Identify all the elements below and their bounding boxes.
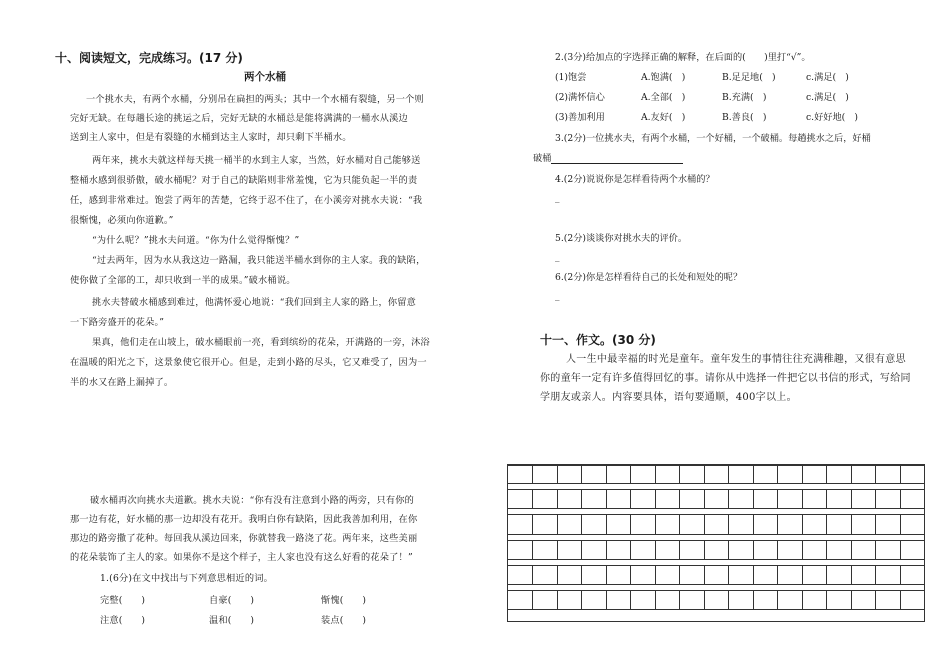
q3-label: 破桶 bbox=[533, 153, 552, 164]
passage-line: 果真，他们走在山坡上，破水桶眼前一亮，看到缤纷的花朵，开满路的一旁，沐浴 bbox=[92, 337, 430, 348]
q2-term: (1)饱尝 bbox=[555, 72, 587, 83]
passage-title: 两个水桶 bbox=[244, 71, 286, 83]
q1-item: 自豪( ) bbox=[209, 595, 255, 606]
passage-line: 使你做了全部的工，却只收到一半的成果。”破水桶说。 bbox=[70, 275, 296, 286]
question-6: 6.(2分)你是怎样看待自己的长处和短处的呢？ bbox=[555, 272, 743, 283]
passage-line: “为什么呢？”挑水夫问道。“你为什么觉得惭愧？” bbox=[92, 235, 300, 246]
passage-line: 两年来，挑水夫就这样每天挑一桶半的水到主人家，当然，好水桶对自己能够送 bbox=[92, 155, 421, 166]
question-5: 5.(2分)谈谈你对挑水夫的评价。 bbox=[555, 233, 688, 244]
grid-lines bbox=[508, 465, 926, 623]
question-3-continued bbox=[533, 150, 683, 164]
passage-line: 破水桶再次向挑水夫道歉。挑水夫说：“你有没有注意到小路的两旁，只有你的 bbox=[90, 495, 415, 506]
passage-line: 整桶水感到很骄傲，破水桶呢？对于自己的缺陷则非常羞愧，它为只能负起一半的责 bbox=[70, 175, 418, 186]
q4-answer-blank[interactable]: _ bbox=[555, 193, 560, 203]
reading-section-title: 十、阅读短文，完成练习。(17 分) bbox=[55, 51, 243, 65]
composition-line: 学朋友或亲人。内容要具体，语句要通顺，400字以上。 bbox=[540, 392, 797, 403]
composition-writing-grid[interactable] bbox=[507, 464, 925, 622]
passage-line: 那一边有花，好水桶的那一边却没有花开。我明白你有缺陷，因此我善加利用，在你 bbox=[70, 514, 418, 525]
q1-item: 装点( ) bbox=[321, 615, 367, 626]
passage-line: 任，感到非常难过。饱尝了两年的苦楚，它终于忍不住了，在小溪旁对挑水夫说：“我 bbox=[70, 195, 423, 206]
q6-answer-blank[interactable]: _ bbox=[555, 291, 560, 301]
passage-line: 的花朵装饰了主人的家。如果你不是这个样子，主人家也没有这么好看的花朵了！” bbox=[70, 552, 413, 563]
question-3: 3.(2分)一位挑水夫，有两个水桶，一个好桶，一个破桶。每趟挑水之后，好桶 bbox=[555, 133, 871, 144]
q2-option[interactable]: A.全部( ) bbox=[641, 92, 686, 103]
passage-line: 一下路旁盛开的花朵。” bbox=[70, 317, 165, 328]
q2-option[interactable]: B.善良( ) bbox=[722, 112, 767, 123]
composition-line: 你的童年一定有许多值得回忆的事。请你从中选择一件把它以书信的形式，写给同 bbox=[540, 373, 911, 384]
composition-line: 人一生中最幸福的时光是童年。童年发生的事情往往充满稚趣，又很有意思 bbox=[566, 354, 906, 365]
question-2: 2.(3分)给加点的字选择正确的解释，在后面的( )里打“√”。 bbox=[555, 52, 811, 63]
passage-line: “过去两年，因为水从我这边一路漏，我只能送半桶水到你的主人家。我的缺陷， bbox=[92, 255, 426, 266]
q2-term: (3)善加利用 bbox=[555, 112, 605, 123]
q2-option[interactable]: B.充满( ) bbox=[722, 92, 767, 103]
passage-line: 送到主人家中，但是有裂缝的水桶到达主人家时，却只剩下半桶水。 bbox=[70, 132, 352, 143]
passage-line: 半的水又在路上漏掉了。 bbox=[70, 377, 174, 388]
passage-line: 在温暖的阳光之下，这景象使它很开心。但是，走到小路的尽头，它又难受了，因为一 bbox=[70, 357, 427, 368]
q2-option[interactable]: B.足足地( ) bbox=[722, 72, 776, 83]
q1-item: 温和( ) bbox=[209, 615, 255, 626]
q2-option[interactable]: c.满足( ) bbox=[806, 92, 849, 103]
q1-item: 注意( ) bbox=[100, 615, 146, 626]
q1-item: 完整( ) bbox=[100, 595, 146, 606]
q2-option[interactable]: c.满足( ) bbox=[806, 72, 849, 83]
q2-option[interactable]: c.好好地( ) bbox=[806, 112, 858, 123]
passage-line: 一个挑水夫，有两个水桶，分别吊在扁担的两头；其中一个水桶有裂缝，另一个则 bbox=[86, 94, 424, 105]
passage-line: 完好无缺。在每趟长途的挑运之后，完好无缺的水桶总是能将满满的一桶水从溪边 bbox=[70, 113, 408, 124]
passage-line: 很惭愧，必须向你道歉。” bbox=[70, 215, 174, 226]
q3-answer-blank[interactable] bbox=[551, 154, 683, 164]
question-4: 4.(2分)说说你是怎样看待两个水桶的？ bbox=[555, 174, 715, 185]
question-1: 1.(6分)在文中找出与下列意思相近的词。 bbox=[100, 573, 273, 584]
composition-section-title: 十一、作文。(30 分) bbox=[540, 333, 656, 347]
q5-answer-blank[interactable]: _ bbox=[555, 252, 560, 262]
passage-line: 那边的路旁撒了花种。每回我从溪边回来，你就替我一路浇了花。两年来，这些美丽 bbox=[70, 533, 418, 544]
passage-line: 挑水夫替破水桶感到难过，他满怀爱心地说：“我们回到主人家的路上，你留意 bbox=[92, 297, 417, 308]
q1-item: 惭愧( ) bbox=[321, 595, 367, 606]
q2-option[interactable]: A.饱满( ) bbox=[641, 72, 686, 83]
q2-option[interactable]: A.友好( ) bbox=[641, 112, 686, 123]
q2-term: (2)满怀信心 bbox=[555, 92, 605, 103]
